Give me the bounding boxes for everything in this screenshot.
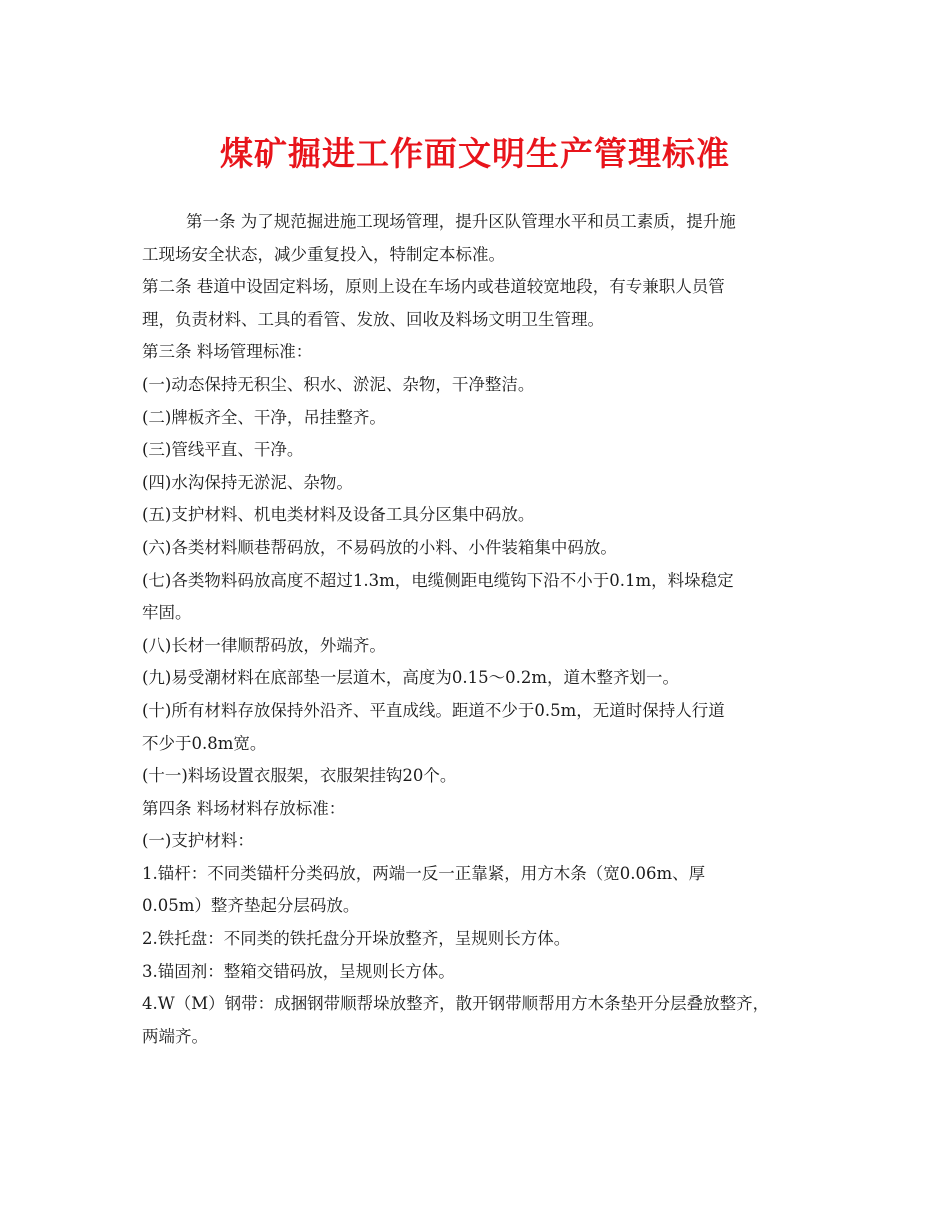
text-line: (十)所有材料存放保持外沿齐、平直成线。距道不少于0.5m，无道时保持人行道 — [142, 700, 725, 720]
text-line: 2.铁托盘：不同类的铁托盘分开垛放整齐，呈规则长方体。 — [142, 929, 571, 949]
text-line: 1.锚杆：不同类锚杆分类码放，两端一反一正靠紧，用方木条（宽0.06m、厚 — [142, 863, 706, 883]
text-line: 0.05m）整齐垫起分层码放。 — [142, 896, 360, 916]
text-line: (六)各类材料顺巷帮码放，不易码放的小料、小件装箱集中码放。 — [142, 537, 617, 557]
text-line: (一)支护材料： — [142, 831, 254, 851]
text-line: 第二条 巷道中设固定料场，原则上设在车场内或巷道较宽地段，有专兼职人员管 — [142, 277, 725, 297]
text-line: (十一)料场设置衣服架，衣服架挂钩20个。 — [142, 766, 457, 786]
text-line: 两端齐。 — [142, 1026, 208, 1046]
text-line: 第四条 料场材料存放标准： — [142, 798, 346, 818]
text-line: 第一条 为了规范掘进施工现场管理，提升区队管理水平和员工素质，提升施 — [186, 212, 736, 231]
document-title: 煤矿掘进工作面文明生产管理标准 — [220, 134, 730, 173]
text-line: (三)管线平直、干净。 — [142, 440, 304, 460]
text-line: (二)牌板齐全、干净，吊挂整齐。 — [142, 407, 386, 427]
text-line: 不少于0.8m宽。 — [142, 733, 267, 753]
text-line: 牢固。 — [142, 603, 192, 623]
document-body — [142, 206, 822, 1053]
text-line: 工现场安全状态，减少重复投入，特制定本标准。 — [142, 244, 505, 264]
text-line: (一)动态保持无积尘、积水、淤泥、杂物，干净整洁。 — [142, 374, 535, 394]
text-line: 3.锚固剂：整箱交错码放，呈规则长方体。 — [142, 961, 455, 981]
text-line: 理，负责材料、工具的看管、发放、回收及料场文明卫生管理。 — [142, 309, 604, 329]
text-line: (八)长材一律顺帮码放，外端齐。 — [142, 635, 386, 655]
text-line: (七)各类物料码放高度不超过1.3m，电缆侧距电缆钩下沿不小于0.1m，料垛稳定 — [142, 570, 734, 590]
text-line: 第三条 料场管理标准： — [142, 342, 313, 362]
text-line: 4.W（M）钢带：成捆钢带顺帮垛放整齐，散开钢带顺帮用方木条垫开分层叠放整齐， — [142, 994, 770, 1014]
text-line: (九)易受潮材料在底部垫一层道木，高度为0.15～0.2m，道木整齐划一。 — [142, 668, 679, 688]
text-line: (五)支护材料、机电类材料及设备工具分区集中码放。 — [142, 505, 535, 525]
text-line: (四)水沟保持无淤泥、杂物。 — [142, 472, 353, 492]
